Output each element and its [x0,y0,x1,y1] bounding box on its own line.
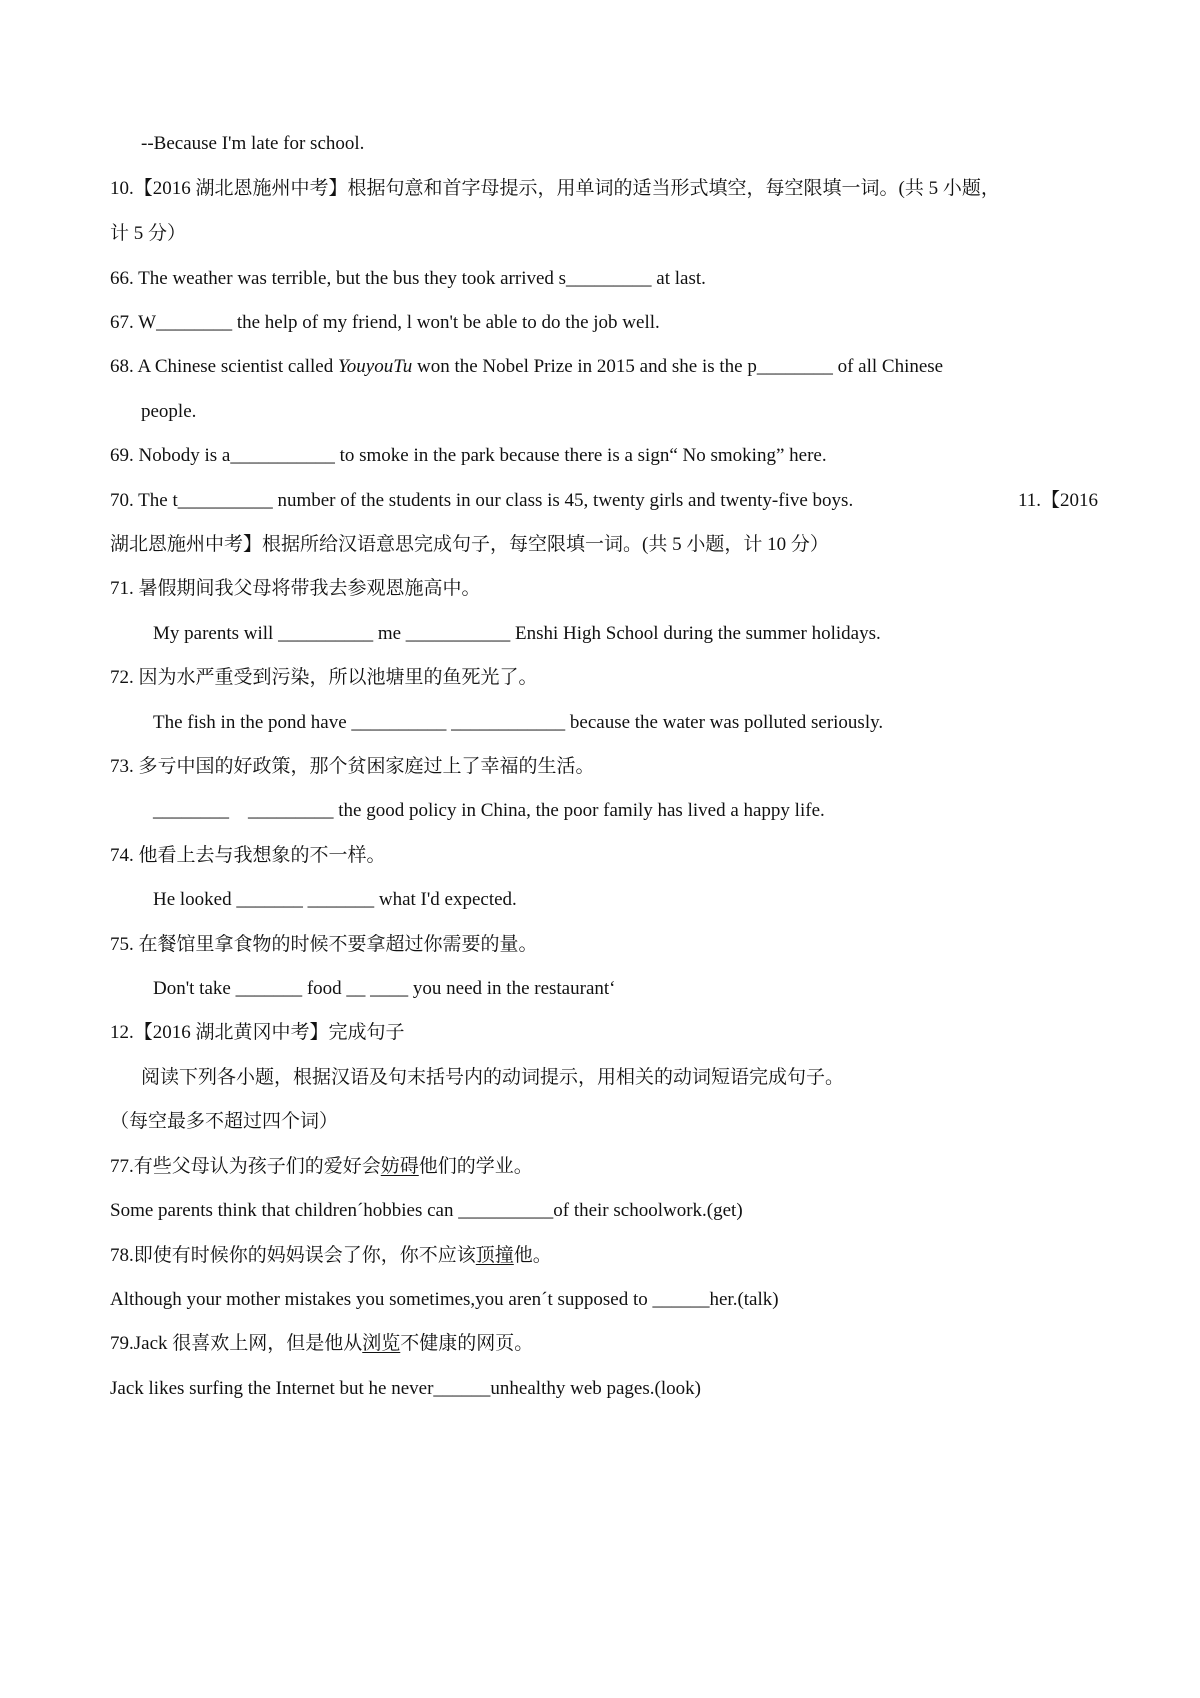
question-77-english: Some parents think that children´hobbies can __________of their schoolwork.(get) [110,1200,743,1221]
question-72-chinese: 72. 因为水严重受到污染，所以池塘里的鱼死光了。 [110,667,538,688]
question-78-chinese [110,1243,552,1269]
question-66: 66. The weather was terrible, but the bus they took arrived s_________ at last. [110,268,706,289]
question-78-english: Although your mother mistakes you sometimes,you aren´t supposed to ______her.(talk) [110,1289,779,1310]
question-77-chinese-a: 77.有些父母认为孩子们的爱好会 [110,1156,381,1177]
question-75-english: Don't take _______ food __ ____ you need in the restaurant‘ [153,978,616,999]
question-77-chinese [110,1154,533,1180]
question-79-chinese-a: 79.Jack 很喜欢上网，但是他从 [110,1333,363,1354]
question-67: 67. W________ the help of my friend, l won't be able to do the job well. [110,312,660,333]
question-79-keyword: 浏览 [362,1333,401,1354]
question-74-chinese: 74. 他看上去与我想象的不一样。 [110,845,386,866]
section-12-heading: 12.【2016 湖北黄冈中考】完成句子 [110,1022,405,1043]
section-11-number: 11.【2016 [1017,490,1098,511]
section-10-heading [110,176,1098,202]
question-73-chinese: 73. 多亏中国的好政策，那个贫困家庭过上了幸福的生活。 [110,756,595,777]
question-72-english: The fish in the pond have __________ ____________ because the water was polluted seriously. [153,712,884,733]
question-70-text: 70. The t__________ number of the students in our class is 45, twenty girls and twenty-five boys. [110,490,854,511]
question-75-chinese: 75. 在餐馆里拿食物的时候不要拿超过你需要的量。 [110,934,538,955]
question-77-keyword: 妨碍 [380,1156,419,1177]
question-74-english: He looked _______ _______ what I'd expected. [153,889,517,910]
question-70 [110,488,1098,514]
section-11-heading: 湖北恩施州中考】根据所给汉语意思完成句子，每空限填一词。(共 5 小题，计 10 分） [110,534,829,555]
section-10-score: 计 5 分） [110,223,187,244]
question-79-chinese-b: 不健康的网页。 [400,1333,534,1354]
section-12-instructions: 阅读下列各小题，根据汉语及句末括号内的动词提示，用相关的动词短语完成句子。 [141,1067,845,1088]
question-78-keyword: 顶撞 [475,1245,514,1266]
question-73-english: ________ _________ the good policy in China, the poor family has lived a happy life. [153,800,825,821]
question-68-name: YouyouTu [337,356,413,377]
section-12-note: （每空最多不超过四个词） [110,1111,339,1132]
question-77-chinese-b: 他们的学业。 [418,1156,533,1177]
section-10-heading-text: 10.【2016 湖北恩施州中考】根据句意和首字母提示，用单词的适当形式填空，每空限填一词。(共 5 小题， [110,178,1000,199]
question-68-part-c: won the Nobel Prize in 2015 and she is the p________ of all Chinese [412,356,944,377]
question-79-english: Jack likes surfing the Internet but he never______unhealthy web pages.(look) [110,1378,701,1399]
question-68 [110,354,1098,380]
question-68-part-a: 68. A Chinese scientist called [110,356,338,377]
question-78-chinese-a: 78.即使有时候你的妈妈误会了你，你不应该 [110,1245,476,1266]
answer-line: --Because I'm late for school. [141,133,365,154]
question-68-continued: people. [141,401,197,422]
question-71-chinese: 71. 暑假期间我父母将带我去参观恩施高中。 [110,578,481,599]
question-79-chinese [110,1331,533,1357]
question-78-chinese-b: 他。 [513,1245,552,1266]
question-71-english: My parents will __________ me ___________ Enshi High School during the summer holidays. [153,623,881,644]
question-68-text [110,354,943,380]
question-69: 69. Nobody is a___________ to smoke in the park because there is a sign“ No smoking” here. [110,445,827,466]
